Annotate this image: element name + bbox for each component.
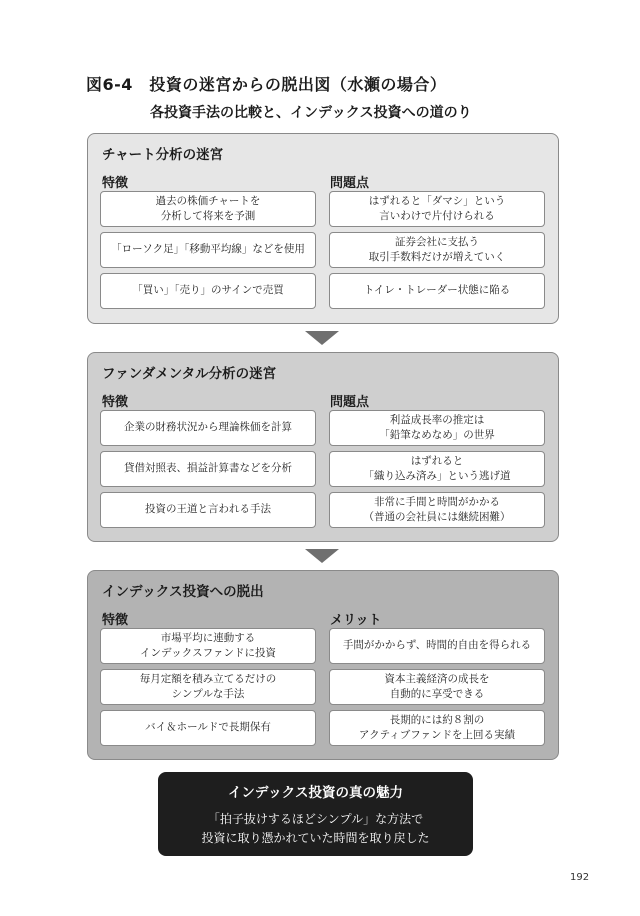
- problem-box: はずれると 「織り込み済み」という逃げ道: [329, 451, 545, 487]
- panel-title: インデックス投資への脱出: [102, 584, 264, 600]
- feature-box: 「ローソク足」「移動平均線」などを使用: [100, 232, 316, 268]
- figure-subtitle: 各投資手法の比較と、インデックス投資への道のり: [150, 105, 472, 121]
- problem-box: 非常に手間と時間がかかる （普通の会社員には継続困難）: [329, 492, 545, 528]
- merit-box: 手間がかからず、時間的自由を得られる: [329, 628, 545, 664]
- feature-box: 毎月定額を積み立てるだけの シンプルな手法: [100, 669, 316, 705]
- feature-box: 「買い」「売り」のサインで売買: [100, 273, 316, 309]
- feature-box: 企業の財務状況から理論株価を計算: [100, 410, 316, 446]
- merit-box: 長期的には約８割の アクティブファンドを上回る実績: [329, 710, 545, 746]
- panel-title: チャート分析の迷宮: [102, 147, 224, 163]
- problem-box: トイレ・トレーダー状態に陥る: [329, 273, 545, 309]
- features-header: 特徴: [102, 395, 129, 410]
- down-arrow-icon: [305, 549, 339, 563]
- page-number: 192: [570, 872, 590, 883]
- feature-box: 投資の王道と言われる手法: [100, 492, 316, 528]
- feature-box: 過去の株価チャートを 分析して将来を予測: [100, 191, 316, 227]
- merit-box: 資本主義経済の成長を 自動的に享受できる: [329, 669, 545, 705]
- problems-header: 問題点: [330, 176, 370, 191]
- summary-title: インデックス投資の真の魅力: [227, 785, 404, 801]
- figure-title: 図6-4 投資の迷宮からの脱出図（水瀬の場合）: [86, 75, 447, 94]
- features-header: 特徴: [102, 176, 129, 191]
- summary-box: [158, 772, 473, 856]
- merits-header: メリット: [330, 613, 382, 628]
- panel-index-investing: [87, 570, 559, 760]
- feature-box: 市場平均に連動する インデックスファンドに投資: [100, 628, 316, 664]
- feature-box: 貸借対照表、損益計算書などを分析: [100, 451, 316, 487]
- problem-box: 利益成長率の推定は 「鉛筆なめなめ」の世界: [329, 410, 545, 446]
- problem-box: 証券会社に支払う 取引手数料だけが増えていく: [329, 232, 545, 268]
- feature-box: バイ＆ホールドで長期保有: [100, 710, 316, 746]
- panel-chart-analysis: [87, 133, 559, 324]
- panel-title: ファンダメンタル分析の迷宮: [102, 366, 277, 382]
- summary-body: 「拍子抜けするほどシンプル」な方法で 投資に取り憑かれていた時間を取り戻した: [201, 812, 430, 845]
- panel-fundamental-analysis: [87, 352, 559, 542]
- down-arrow-icon: [305, 331, 339, 345]
- problems-header: 問題点: [330, 395, 370, 410]
- features-header: 特徴: [102, 613, 129, 628]
- problem-box: はずれると「ダマシ」という 言いわけで片付けられる: [329, 191, 545, 227]
